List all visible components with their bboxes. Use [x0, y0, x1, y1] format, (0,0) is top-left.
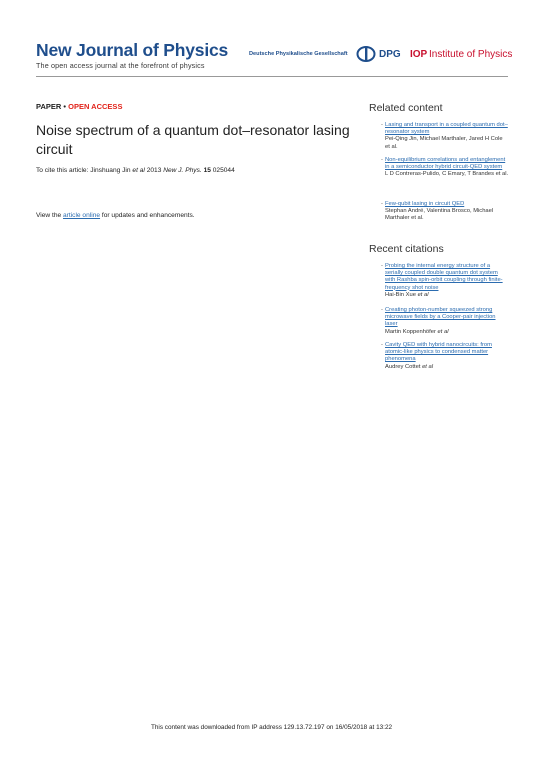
iop-name: Institute of Physics — [429, 49, 513, 60]
related-item — [381, 157, 509, 179]
list-dash: - — [381, 342, 383, 348]
related-item-authors: Stephan André, Valentina Brosco, Michael Marthaler et al. — [385, 208, 494, 222]
list-dash: - — [381, 201, 383, 207]
dpg-society-name: Deutsche Physikalische Gesellschaft — [249, 51, 348, 57]
related-item — [381, 201, 509, 223]
list-dash: - — [381, 307, 383, 313]
related-item-authors: Pei-Qing Jin, Michael Marthaler, Jared H Cole et al. — [385, 136, 503, 150]
citation-item-authors — [385, 364, 509, 371]
article-online-link[interactable]: article online — [63, 212, 101, 219]
citation-item-link[interactable]: Probing the internal energy structure of a serially coupled double quantum dot system with Rashba spin-orbit coupling through finite-frequency shot noise — [385, 263, 503, 291]
view-online-line — [36, 212, 195, 219]
citation-item — [381, 307, 509, 336]
article-type-line — [36, 102, 122, 111]
citation-line — [36, 167, 235, 174]
citation-page: 025044 — [212, 167, 235, 174]
related-content-heading: Related content — [369, 102, 443, 114]
related-item-link[interactable]: Lasing and transport in a coupled quantum dot–resonator system — [385, 122, 508, 136]
recent-citations-heading: Recent citations — [369, 243, 444, 255]
related-item — [381, 122, 509, 151]
citation-item — [381, 263, 509, 299]
citation-prefix: To cite this article: Jinshuang Jin — [36, 167, 131, 174]
type-separator: • — [63, 102, 67, 111]
view-suffix: for updates and enhancements. — [101, 212, 195, 219]
list-dash: - — [381, 157, 383, 163]
citation-journal: New J. Phys. — [163, 167, 202, 174]
journal-title: New Journal of Physics — [36, 40, 229, 60]
article-title: Noise spectrum of a quantum dot–resonator lasing circuit — [36, 122, 350, 157]
citation-author: Hai-Bin Xue — [385, 291, 416, 298]
citation-author: Martin Koppenhöfer — [385, 328, 436, 335]
list-dash: - — [381, 122, 383, 128]
iop-logo-mark: IOP — [410, 49, 428, 60]
related-item-link[interactable]: Few-qubit lasing in circuit QED — [385, 201, 465, 207]
open-access-label: OPEN ACCESS — [68, 102, 123, 111]
citation-item-authors — [385, 292, 509, 299]
citation-author-etal: et al — [437, 328, 449, 335]
related-item-authors: L D Contreras-Pulido, C Emary, T Brandes et al. — [385, 171, 509, 178]
header-divider — [36, 76, 508, 77]
list-dash: - — [381, 263, 383, 269]
journal-tagline: The open access journal at the forefront of physics — [36, 61, 205, 70]
paper-label: PAPER — [36, 102, 62, 111]
related-item-link[interactable]: Non-equilibrium correlations and entanglement in a semiconductor hybrid circuit-QED system — [385, 157, 506, 171]
dpg-logo-icon — [356, 46, 376, 62]
citation-item — [381, 342, 509, 371]
citation-author: Audrey Cottet — [385, 363, 421, 370]
citation-etal: et al — [132, 167, 145, 174]
citation-item-link[interactable]: Creating photon-number squeezed strong microwave fields by a Cooper-pair injection laser — [385, 307, 496, 328]
dpg-label: DPG — [379, 49, 401, 60]
citation-item-link[interactable]: Cavity QED with hybrid nanocircuits: from atomic-like physics to condensed matter phenomena — [385, 342, 492, 363]
citation-year: 2013 — [146, 167, 162, 174]
citation-author-etal: et al — [422, 363, 434, 370]
citation-item-authors — [385, 329, 509, 336]
view-prefix: View the — [36, 212, 62, 219]
download-footer: This content was downloaded from IP address 129.13.72.197 on 16/05/2018 at 13:22 — [150, 724, 393, 731]
citation-author-etal: et al — [417, 291, 429, 298]
citation-volume: 15 — [203, 167, 211, 174]
